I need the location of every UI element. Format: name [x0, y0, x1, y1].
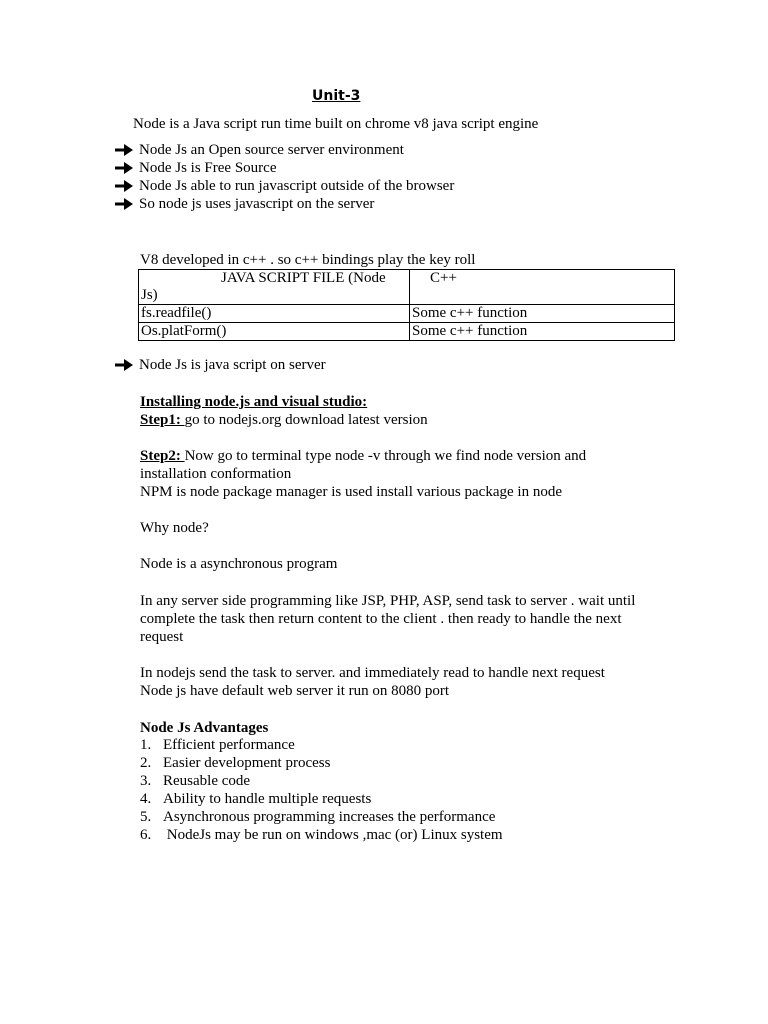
table-header-cell: C++: [410, 270, 675, 305]
bindings-table: [138, 269, 675, 341]
arrow-right-icon: [115, 180, 139, 192]
item-number: 1.: [140, 737, 152, 753]
list-item: [140, 790, 503, 808]
list-item: [140, 772, 503, 790]
step1-line: [140, 411, 428, 429]
list-item: [140, 808, 503, 826]
v8-note: V8 developed in c++ . so c++ bindings play the key roll: [140, 252, 476, 268]
item-number: 3.: [140, 773, 152, 789]
advantages-list: [140, 736, 503, 844]
async-line: Node is a asynchronous program: [140, 556, 338, 572]
item-text: Easier development process: [163, 755, 331, 771]
arrow-right-icon: [115, 144, 139, 156]
arrow-bullet-list-2: [115, 356, 326, 374]
list-item: [115, 141, 454, 159]
paragraph-line: request: [140, 629, 184, 645]
table-cell: Os.platForm(): [139, 323, 410, 341]
step2-continued: installation conformation: [140, 466, 292, 482]
install-heading: Installing node.js and visual studio:: [140, 394, 368, 410]
paragraph-line: complete the task then return content to the client . then ready to handle the next: [140, 611, 622, 627]
list-item: [140, 754, 503, 772]
item-text: Ability to handle multiple requests: [163, 791, 372, 807]
arrow-right-icon: [115, 359, 139, 371]
item-number: 6.: [140, 827, 152, 843]
list-item: [140, 736, 503, 754]
item-number: 5.: [140, 809, 152, 825]
step1-label: Step1:: [140, 412, 185, 428]
arrow-bullet-list: [115, 141, 454, 213]
step2-text: Now go to terminal type node -v through we find node version and: [184, 448, 587, 464]
bullet-text: Node Js is Free Source: [139, 160, 277, 176]
paragraph-line: In nodejs send the task to server. and immediately read to handle next request: [140, 665, 605, 681]
item-number: 2.: [140, 755, 152, 771]
why-node: Why node?: [140, 520, 209, 536]
table-header-row: [139, 270, 675, 305]
list-item: [115, 159, 454, 177]
item-text: Asynchronous programming increases the performance: [163, 809, 496, 825]
step2-line: [140, 447, 586, 465]
table-cell: fs.readfile(): [139, 305, 410, 323]
table-cell: Some c++ function: [410, 305, 675, 323]
item-text: Efficient performance: [163, 737, 295, 753]
table-row: [139, 323, 675, 341]
table-row: [139, 305, 675, 323]
page-title: Unit-3: [312, 88, 361, 104]
arrow-right-icon: [115, 162, 139, 174]
table-cell: Some c++ function: [410, 323, 675, 341]
advantages-heading: Node Js Advantages: [140, 720, 269, 736]
list-item: [115, 177, 454, 195]
bullet-text: Node Js an Open source server environment: [139, 142, 404, 158]
npm-line: NPM is node package manager is used install various package in node: [140, 484, 562, 500]
arrow-right-icon: [115, 198, 139, 210]
step1-text: go to nodejs.org download latest version: [184, 412, 428, 428]
item-number: 4.: [140, 791, 152, 807]
step2-label: Step2:: [140, 448, 185, 464]
list-item: [115, 356, 326, 374]
item-text: NodeJs may be run on windows ,mac (or) Linux system: [163, 827, 503, 843]
list-item: [115, 195, 454, 213]
paragraph-line: Node js have default web server it run on 8080 port: [140, 683, 450, 699]
item-text: Reusable code: [163, 773, 251, 789]
bullet-text: Node Js is java script on server: [139, 357, 326, 373]
bullet-text: Node Js able to run javascript outside of the browser: [139, 178, 455, 194]
table-header-cell: JAVA SCRIPT FILE (Node Js): [139, 270, 410, 305]
paragraph-line: In any server side programming like JSP, PHP, ASP, send task to server . wait until: [140, 593, 636, 609]
list-item: [140, 826, 503, 844]
bullet-text: So node js uses javascript on the server: [139, 196, 375, 212]
intro-line: Node is a Java script run time built on chrome v8 java script engine: [133, 116, 539, 132]
